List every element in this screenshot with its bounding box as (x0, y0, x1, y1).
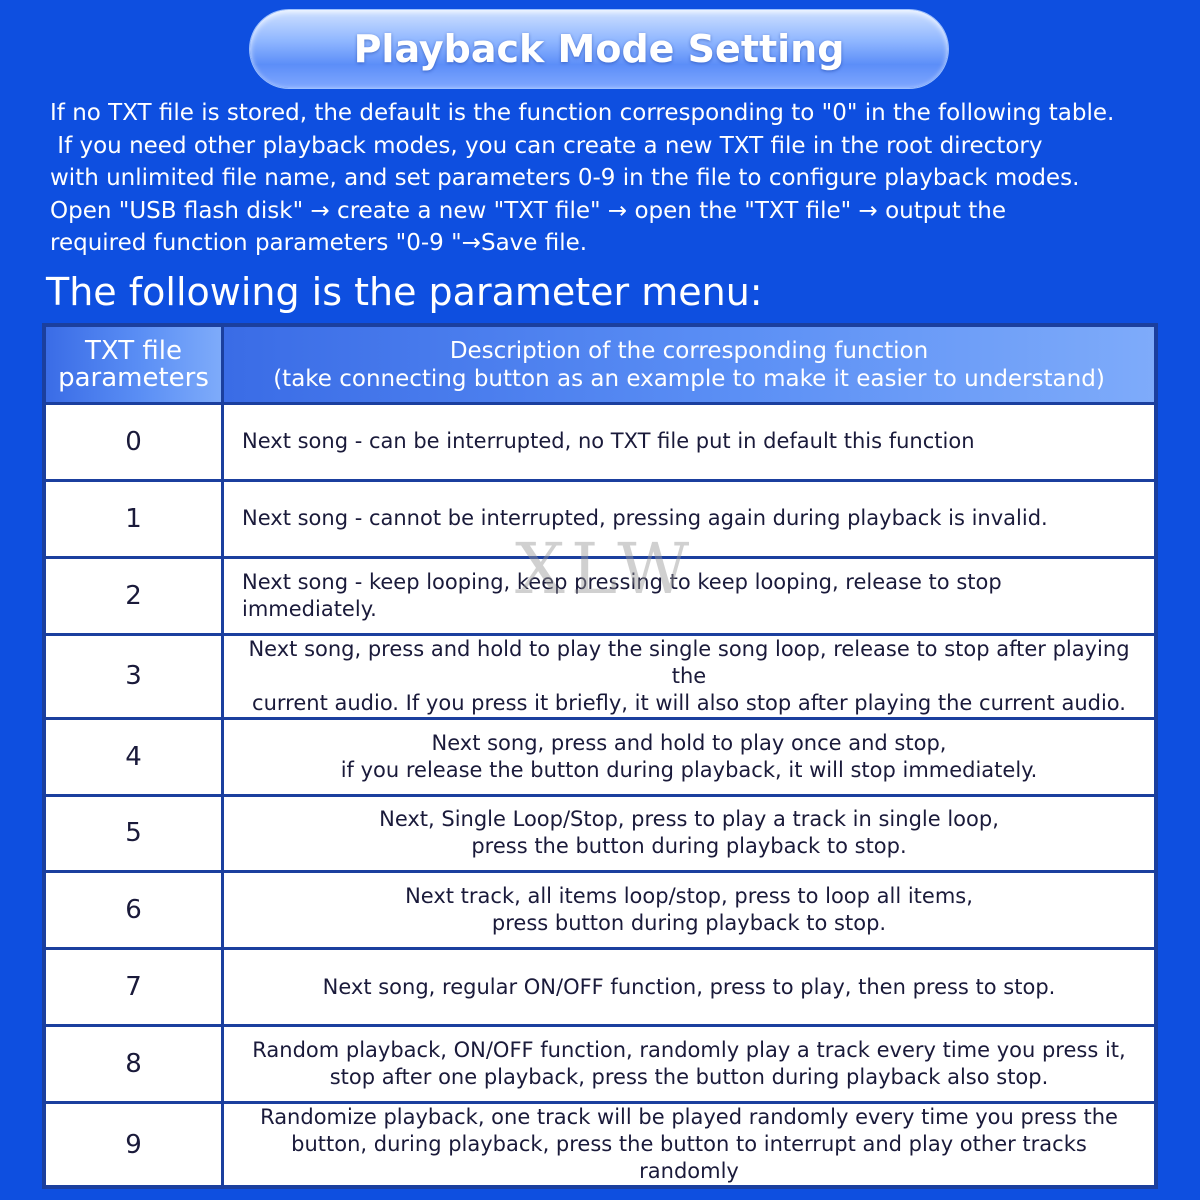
param-description: Next track, all items loop/stop, press to loop all items, press button during playback to stop. (405, 884, 973, 936)
table-row (46, 1104, 1154, 1185)
param-description: Random playback, ON/OFF function, randomly play a track every time you press it, stop after one playback, press the button during playback also stop. (252, 1038, 1126, 1090)
title-banner (250, 10, 948, 88)
param-cell (46, 482, 221, 556)
param-description: Randomize playback, one track will be played randomly every time you press the button, during playback, press the button to interrupt and play other tracks randomly (260, 1105, 1118, 1183)
param-value: 4 (125, 741, 142, 772)
param-value: 2 (125, 580, 142, 611)
table-row (46, 559, 1154, 633)
intro-line: with unlimited file name, and set parameters 0-9 in the file to configure playback modes. (50, 165, 1080, 191)
table-row (46, 405, 1154, 479)
intro-line: Open "USB flash disk" → create a new "TXT file" → open the "TXT file" → output the (50, 197, 1007, 224)
param-description: Next, Single Loop/Stop, press to play a track in single loop, press the button during playback to stop. (379, 807, 999, 859)
desc-cell (224, 636, 1154, 717)
header-label-description: Description of the corresponding function (449, 337, 929, 364)
param-cell (46, 950, 221, 1024)
param-cell (46, 636, 221, 717)
param-cell (46, 720, 221, 794)
table-row (46, 720, 1154, 794)
param-value: 8 (125, 1049, 142, 1080)
intro-line: required function parameters "0-9 "→Save file. (50, 230, 588, 256)
table-row (46, 482, 1154, 556)
table-row (46, 636, 1154, 717)
intro-line: If you need other playback modes, you can create a new TXT file in the root directory (50, 132, 1043, 159)
desc-cell (224, 1104, 1154, 1185)
param-cell (46, 559, 221, 633)
desc-cell (224, 405, 1154, 479)
desc-cell (224, 1027, 1154, 1101)
param-value: 9 (125, 1129, 142, 1160)
intro-line: If no TXT file is stored, the default is the function corresponding to "0" in the following table. (50, 100, 1115, 126)
param-value: 1 (125, 503, 142, 534)
param-value: 7 (125, 972, 142, 1003)
desc-cell (224, 873, 1154, 947)
table-row (46, 873, 1154, 947)
intro-paragraph (50, 97, 1170, 260)
param-description: Next song, press and hold to play once and stop, if you release the button during playback, it will stop immediately. (340, 730, 1038, 782)
header-cell-parameters (46, 327, 221, 402)
param-cell (46, 405, 221, 479)
param-description: Next song, press and hold to play the single song loop, release to stop after playing the current audio. If you press it briefly, it will also stop after playing the current audio. (248, 636, 1130, 715)
header-label-description-note: (take connecting button as an example to make it easier to understand) (273, 365, 1105, 392)
param-description: Next song - can be interrupted, no TXT file put in default this function (242, 429, 975, 454)
desc-cell (224, 797, 1154, 871)
param-description: Next song - keep looping, keep pressing to keep looping, release to stop immediately. (242, 569, 1002, 621)
param-cell (46, 1027, 221, 1101)
page-title: Playback Mode Setting (353, 27, 845, 71)
param-cell (46, 797, 221, 871)
section-heading: The following is the parameter menu: (46, 270, 763, 314)
desc-cell (224, 559, 1154, 633)
header-label-parameters: TXT file parameters (58, 335, 209, 393)
param-description: Next song, regular ON/OFF function, press to play, then press to stop. (322, 974, 1056, 999)
header-cell-description (224, 327, 1154, 402)
param-value: 3 (125, 661, 142, 692)
table-row (46, 1027, 1154, 1101)
param-description: Next song - cannot be interrupted, pressing again during playback is invalid. (242, 506, 1048, 531)
param-cell (46, 1104, 221, 1185)
param-value: 0 (125, 426, 142, 457)
param-value: 6 (125, 895, 142, 926)
desc-cell (224, 482, 1154, 556)
table-row (46, 950, 1154, 1024)
desc-cell (224, 720, 1154, 794)
parameter-table (42, 323, 1158, 1189)
desc-cell (224, 950, 1154, 1024)
param-cell (46, 873, 221, 947)
param-value: 5 (125, 818, 142, 849)
watermark: XLW (515, 528, 696, 610)
table-row (46, 797, 1154, 871)
table-header-row (46, 327, 1154, 402)
